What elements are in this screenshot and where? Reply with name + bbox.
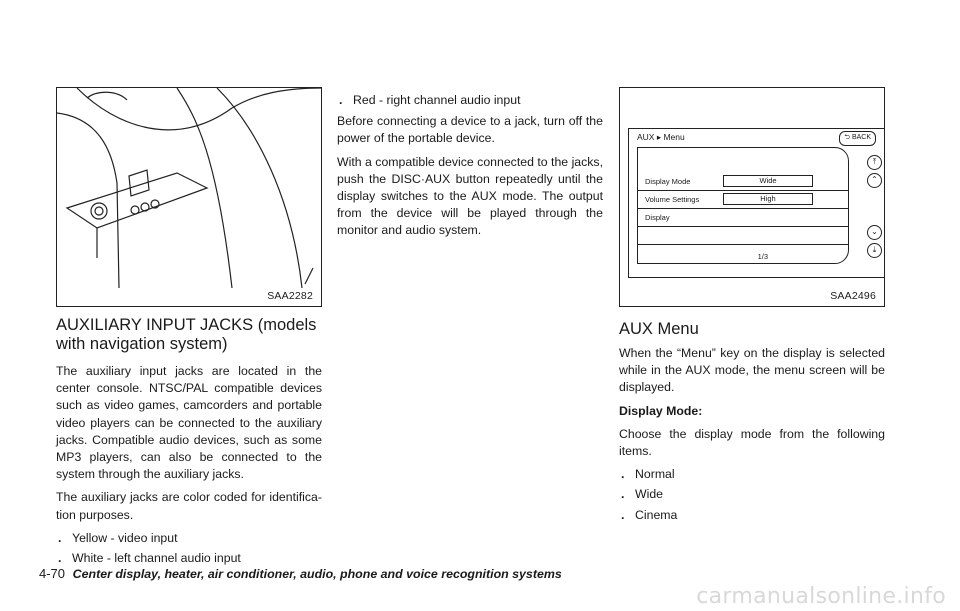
menu-panel [637, 147, 849, 264]
section-heading-aux-menu: AUX Menu [619, 320, 699, 338]
aux-menu-screenshot [619, 87, 885, 307]
figure-code: SAA2282 [267, 290, 313, 302]
bullet-item: . Normal [621, 467, 675, 482]
menu-row-empty [638, 226, 848, 245]
page-footer [39, 566, 562, 581]
menu-row-volume-settings[interactable]: Volume Settings High [638, 190, 848, 209]
page-number: 4-70 [39, 566, 66, 581]
page-indicator: 1/3 [757, 252, 768, 261]
bullet-item: . Cinema [621, 507, 678, 522]
menu-row-display-mode[interactable]: Display Mode Wide [638, 172, 848, 191]
console-drawing [57, 88, 321, 288]
back-button[interactable]: ⮌ BACK [839, 131, 876, 146]
scroll-down-icon[interactable]: ⌄ [867, 225, 882, 240]
screen-title: AUX ▸ Menu [637, 132, 685, 142]
display-screen [628, 128, 885, 278]
figure-code: SAA2496 [830, 290, 876, 302]
bullet-item: . Wide [621, 487, 664, 502]
right-column [619, 320, 885, 527]
menu-row-display[interactable]: Display [638, 208, 848, 227]
bullet-item: . Yellow - video input [58, 530, 178, 545]
paragraph: With a compatible device connected to the jacks, push the DISC·AUX button repeatedly until the display switches to the AUX mode. The output from the device will be played through the monitor and audio system. [337, 154, 603, 238]
chapter-title: Center display, heater, air conditioner, audio, phone and voice recognition systems [72, 567, 562, 581]
paragraph: Before connecting a device to a jack, turn off the power of the portable device. [337, 114, 603, 146]
bullet-item: . White - left channel audio input [58, 551, 241, 566]
paragraph: Choose the display mode from the following items. [619, 426, 885, 459]
subheading-display-mode: Display Mode: [619, 403, 703, 418]
console-illustration [56, 87, 322, 307]
paragraph: The auxiliary input jacks are located in the center console. NTSC/PAL compatible devices such as video games, camcorders and portable video players can be connected to the auxiliary jacks. Compatible audio devices, such as some MP3 players, can also be connected to the system through the auxiliary jacks. [56, 364, 322, 482]
scroll-bottom-icon[interactable]: ⤓ [867, 243, 882, 258]
watermark: carmanualsonline.info [696, 584, 946, 609]
scroll-up-icon[interactable]: ⌃ [867, 173, 882, 188]
middle-column [337, 92, 603, 246]
bullet-item: . Red - right channel audio input [339, 93, 521, 107]
scroll-top-icon[interactable]: ⤒ [867, 155, 882, 170]
section-heading-aux-jacks: AUXILIARY INPUT JACKS (models with navigation system) [56, 316, 317, 353]
paragraph: The auxiliary jacks are color coded for identifica-tion purposes. [56, 490, 322, 522]
paragraph: When the “Menu” key on the display is selected while in the AUX mode, the menu screen will be displayed. [619, 346, 885, 395]
left-column [56, 316, 322, 570]
